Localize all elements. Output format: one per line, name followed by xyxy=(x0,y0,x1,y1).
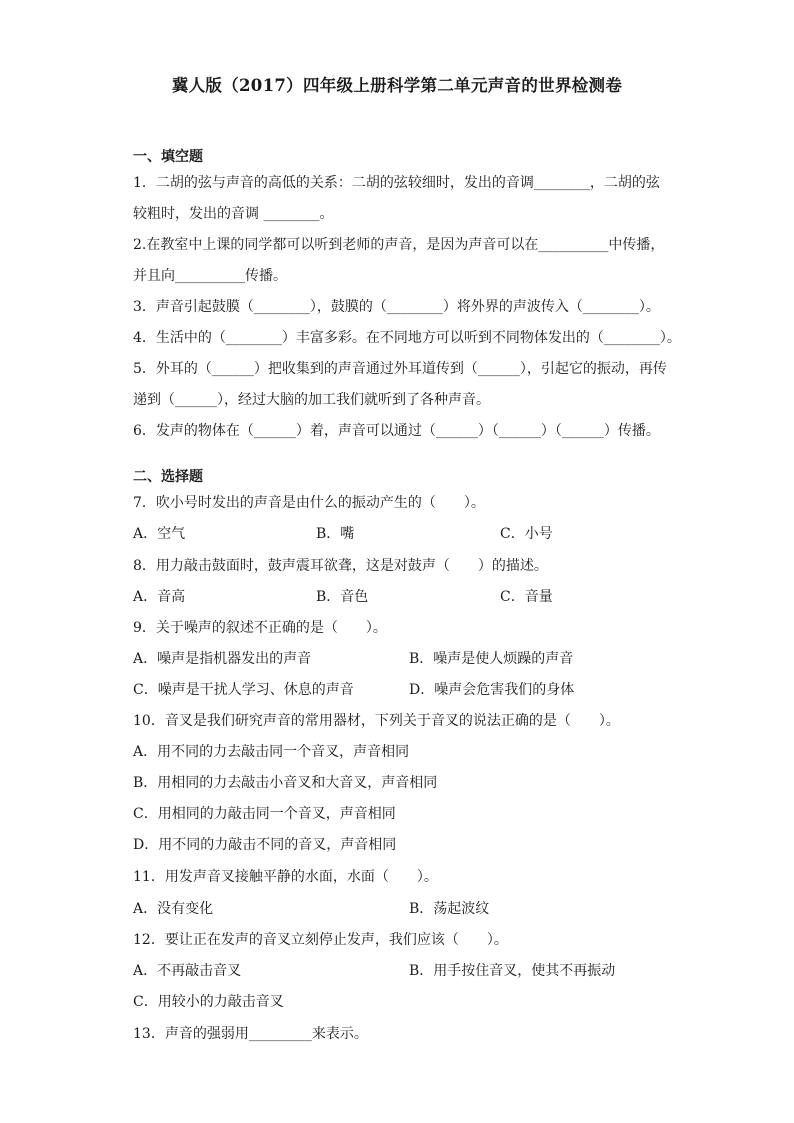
question-12-option-b: B．用手按住音叉，使其不再振动 xyxy=(409,963,616,979)
question-3: 3．声音引起鼓膜（________），鼓膜的（________）将外界的声波传入（________）。 xyxy=(133,299,660,315)
question-11-option-b: B．荡起波纹 xyxy=(409,901,490,917)
question-7-option-c: C．小号 xyxy=(500,526,553,542)
question-1-line-1: 1．二胡的弦与声音的高低的关系：二胡的弦较细时，发出的音调________，二胡的弦 xyxy=(133,175,660,191)
section-fill-in-heading: 一、填空题 xyxy=(133,149,203,165)
question-9-option-c: C．噪声是干扰人学习、休息的声音 xyxy=(133,682,354,698)
question-4: 4．生活中的（________）丰富多彩。在不同地方可以听到不同物体发出的（________）。 xyxy=(133,330,681,346)
question-12-option-a: A．不再敲击音叉 xyxy=(133,963,242,979)
question-11: 11．用发声音叉接触平静的水面，水面（ ）。 xyxy=(133,869,438,885)
question-7-option-b: B．嘴 xyxy=(316,526,355,542)
section-choice-heading: 二、选择题 xyxy=(133,469,203,485)
question-9-option-b: B．噪声是使人烦躁的声音 xyxy=(409,651,574,667)
question-8-option-c: C．音量 xyxy=(500,589,553,605)
question-5-line-2: 递到（______），经过大脑的加工我们就听到了各种声音。 xyxy=(133,392,490,408)
question-5-line-1: 5．外耳的（______）把收集到的声音通过外耳道传到（______），引起它的振动，再传 xyxy=(133,361,667,377)
question-9-option-d: D．噪声会危害我们的身体 xyxy=(409,682,575,698)
question-1-line-2: 较粗时，发出的音调 ________。 xyxy=(133,206,334,222)
question-10: 10．音叉是我们研究声音的常用器材，下列关于音叉的说法正确的是（ ）。 xyxy=(133,713,620,729)
question-10-option-c: C．用相同的力敲击同一个音叉，声音相同 xyxy=(133,806,396,822)
question-6: 6．发声的物体在（______）着，声音可以通过（______）（______）（______）传播。 xyxy=(133,423,660,439)
question-7: 7．吹小号时发出的声音是由什么的振动产生的（ ）。 xyxy=(133,495,485,511)
question-12-option-c: C．用较小的力敲击音叉 xyxy=(133,994,284,1010)
question-12: 12．要让正在发声的音叉立刻停止发声，我们应该（ ）。 xyxy=(133,932,508,948)
question-10-option-b: B．用相同的力去敲击小音叉和大音叉，声音相同 xyxy=(133,775,438,791)
question-9: 9．关于噪声的叙述不正确的是（ ）。 xyxy=(133,620,387,636)
page-title: 冀人版（2017）四年级上册科学第二单元声音的世界检测卷 xyxy=(171,76,623,95)
question-13: 13．声音的强弱用_________来表示。 xyxy=(133,1026,368,1042)
question-8: 8．用力敲击鼓面时，鼓声震耳欲聋，这是对鼓声（ ）的描述。 xyxy=(133,558,548,574)
question-2-line-1: 2.在教室中上课的同学都可以听到老师的声音，是因为声音可以在__________中传播， xyxy=(133,237,665,253)
question-8-option-a: A．音高 xyxy=(133,589,186,605)
question-10-option-a: A．用不同的力去敲击同一个音叉，声音相同 xyxy=(133,744,410,760)
question-11-option-a: A．没有变化 xyxy=(133,901,214,917)
question-8-option-b: B．音色 xyxy=(316,589,369,605)
question-9-option-a: A．噪声是指机器发出的声音 xyxy=(133,651,312,667)
question-7-option-a: A．空气 xyxy=(133,526,186,542)
question-2-line-2: 并且向__________传播。 xyxy=(133,268,287,284)
question-10-option-d: D．用不同的力敲击不同的音叉，声音相同 xyxy=(133,837,397,853)
